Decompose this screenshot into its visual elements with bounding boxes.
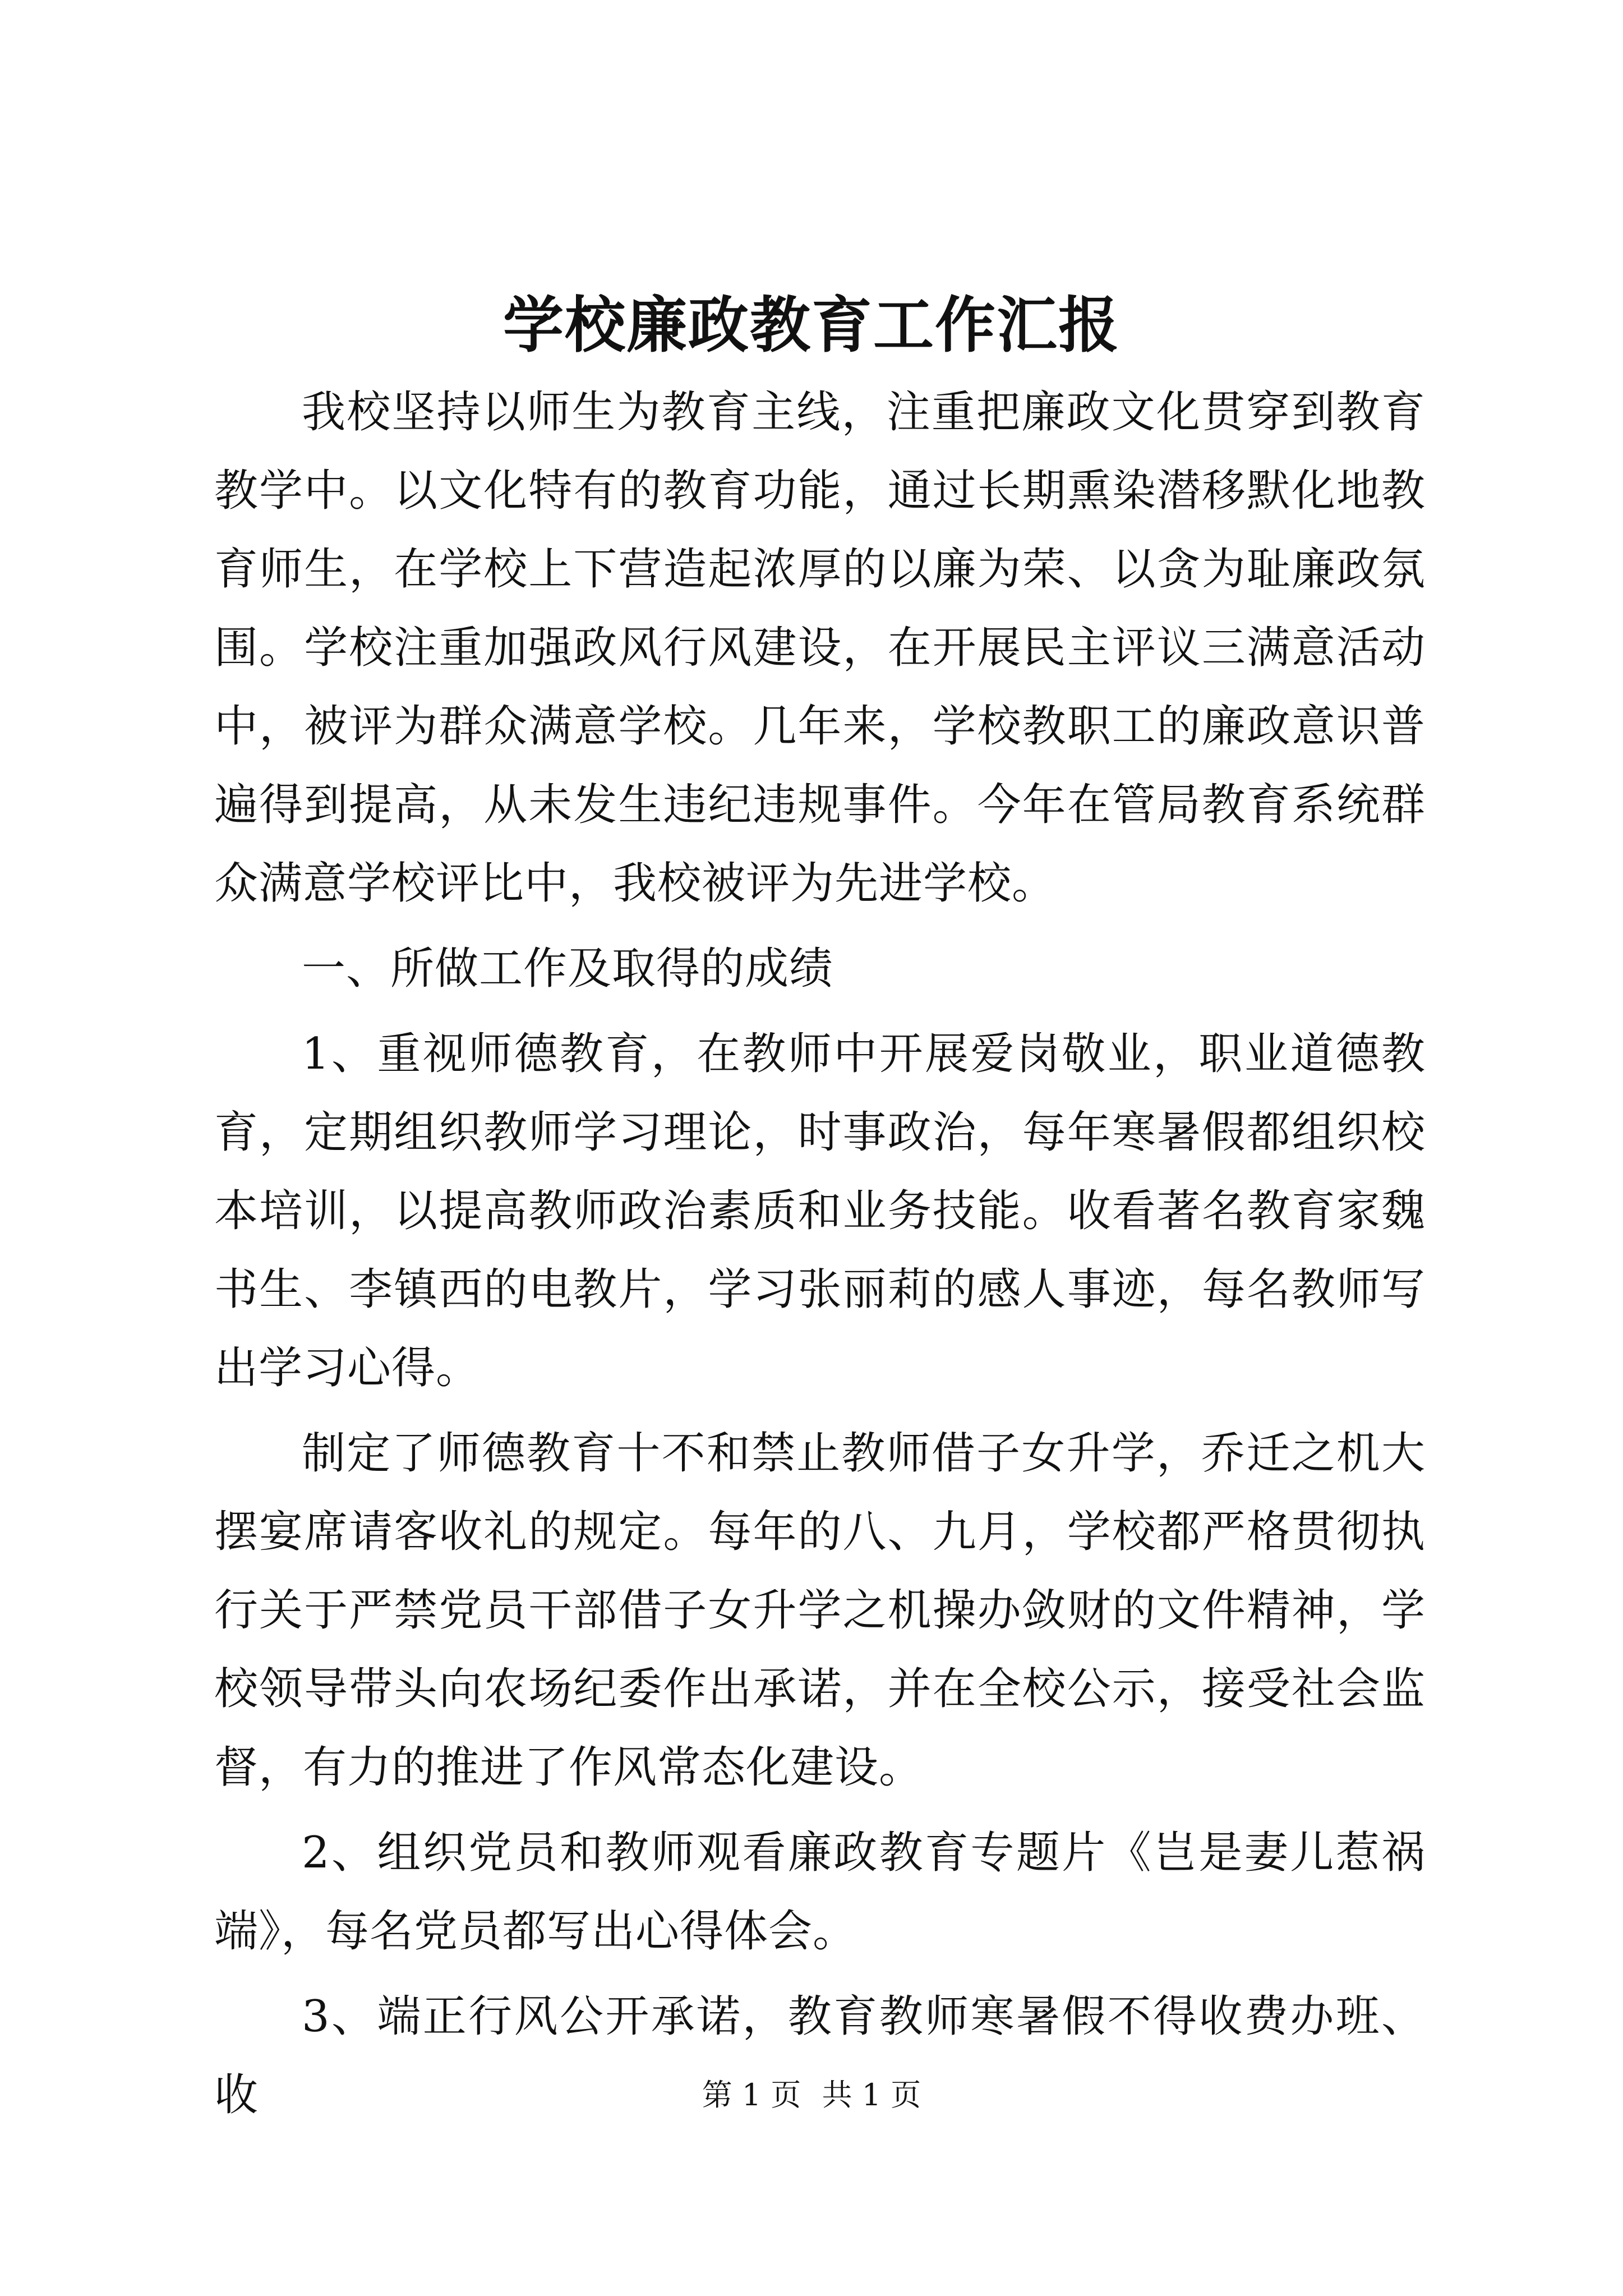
paragraph-item-2: 2、组织党员和教师观看廉政教育专题片《岂是妻儿惹祸端》，每名党员都写出心得体会。 (214, 1828, 1426, 1957)
paragraph-item-3: 3、端正行风公开承诺，教育教师寒暑假不得收费办班、收 (214, 1991, 1426, 2120)
paragraph-item-1: 1、重视师德教育，在教师中开展爱岗敬业，职业道德教育，定期组织教师学习理论，时事政治，每年寒暑假都组织校本培训，以提高教师政治素质和业务技能。收看著名教育家魏书生、李镇西的电教片，学习张丽莉的感人事迹，每名教师写出学习心得。 (214, 1029, 1426, 1393)
page-total: 共 1 页 (822, 2077, 921, 2113)
document-body (214, 373, 1426, 2141)
paragraph-regulations: 制定了师德教育十不和禁止教师借子女升学，乔迁之机大摆宴席请客收礼的规定。每年的八、九月，学校都严格贯彻执行关于严禁党员干部借子女升学之机操办敛财的文件精神，学校领导带头向农场纪委作出承诺，并在全校公示，接受社会监督，有力的推进了作风常态化建设。 (214, 1428, 1426, 1793)
paragraph-intro: 我校坚持以师生为教育主线，注重把廉政文化贯穿到教育教学中。以文化特有的教育功能，通过长期熏染潜移默化地教育师生，在学校上下营造起浓厚的以廉为荣、以贪为耻廉政氛围。学校注重加强政风行风建设，在开展民主评议三满意活动中，被评为群众满意学校。几年来，学校教职工的廉政意识普遍得到提高，从未发生违纪违规事件。今年在管局教育系统群众满意学校评比中，我校被评为先进学校。 (214, 387, 1426, 909)
page-number: 第 1 页 (702, 2077, 801, 2113)
document-title: 学校廉政教育工作汇报 (502, 290, 1120, 361)
page-footer (0, 2076, 1623, 2115)
section-heading: 一、所做工作及取得的成绩 (302, 944, 834, 994)
